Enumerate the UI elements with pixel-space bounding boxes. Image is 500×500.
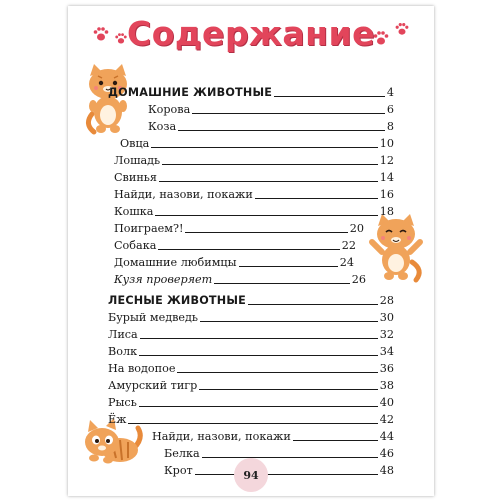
- toc-leader: [195, 474, 378, 475]
- toc-entry-label: Собака: [114, 239, 157, 252]
- toc-entry: [120, 137, 394, 151]
- toc-entry: [114, 239, 356, 253]
- cat-illustration: [368, 212, 426, 288]
- toc-leader: [274, 96, 385, 97]
- page-number-badge: 94: [234, 458, 268, 492]
- toc-leader: [159, 181, 378, 182]
- toc-entry: [114, 273, 366, 287]
- toc-page-number: 30: [379, 311, 394, 324]
- toc-leader: [239, 266, 338, 267]
- toc-entry: [108, 413, 394, 427]
- toc-leader: [248, 304, 378, 305]
- toc-leader: [214, 283, 350, 284]
- toc-page-number: 32: [379, 328, 394, 341]
- toc-leader: [178, 130, 385, 131]
- toc-leader: [185, 232, 347, 233]
- toc-entry: [108, 311, 394, 325]
- toc-page-number: 22: [341, 239, 356, 252]
- toc-entry-label: Бурый медведь: [108, 311, 198, 324]
- toc-page-number: 46: [379, 447, 394, 460]
- toc-entry: [108, 396, 394, 410]
- toc-leader: [293, 440, 378, 441]
- toc-entry: [114, 188, 394, 202]
- toc-leader: [199, 389, 377, 390]
- toc-page-number: 12: [379, 154, 394, 167]
- toc-entry: [108, 328, 394, 342]
- toc-entry-label: Лошадь: [114, 154, 161, 167]
- toc-entry-label: Коза: [148, 120, 177, 133]
- toc-entry-label: Кузя проверяет: [114, 273, 213, 286]
- toc-entry: [164, 447, 394, 461]
- toc-entry: [108, 345, 394, 359]
- toc-page-number: 24: [339, 256, 354, 269]
- toc-entry-label: Кошка: [114, 205, 154, 218]
- toc-entry-label: Белка: [164, 447, 200, 460]
- toc-section-title: ЛЕСНЫЕ ЖИВОТНЫЕ: [108, 294, 246, 307]
- toc-page-number: 10: [379, 137, 394, 150]
- toc-section: [108, 86, 394, 100]
- toc-page-number: 40: [379, 396, 394, 409]
- toc-entry-label: Лиса: [108, 328, 138, 341]
- toc-page-number: 26: [351, 273, 366, 286]
- toc-entry: [152, 430, 394, 444]
- toc-page-number: 16: [379, 188, 394, 201]
- toc-leader: [140, 338, 378, 339]
- toc-leader: [128, 423, 377, 424]
- toc-entry-label: Найди, назови, покажи: [152, 430, 291, 443]
- toc-leader: [255, 198, 378, 199]
- toc-entry-label: Ёж: [108, 413, 127, 426]
- contents-page: [68, 6, 434, 496]
- toc-entry-label: Поиграем?!: [114, 222, 184, 235]
- toc-page-number: 38: [379, 379, 394, 392]
- toc-entry-label: Домашние любимцы: [114, 256, 237, 269]
- toc-entry: [108, 379, 394, 393]
- toc-entry-label: Волк: [108, 345, 138, 358]
- toc-entry: [148, 120, 394, 134]
- page-title: Содержание: [127, 14, 375, 53]
- toc-entry-label: Корова: [148, 103, 191, 116]
- toc-entry-label: Рысь: [108, 396, 137, 409]
- toc-entry: [108, 362, 394, 376]
- toc-leader: [139, 355, 378, 356]
- toc-leader: [202, 457, 378, 458]
- toc-entry: [164, 464, 394, 478]
- toc-page-number: 48: [379, 464, 394, 477]
- toc-leader: [139, 406, 378, 407]
- toc-page-number: 14: [379, 171, 394, 184]
- toc-section: [108, 294, 394, 308]
- toc-leader: [177, 372, 377, 373]
- toc-page-number: 18: [379, 205, 394, 218]
- toc-page-number: 20: [349, 222, 364, 235]
- toc-page-number: 8: [386, 120, 394, 133]
- toc-section-title: ДОМАШНИЕ ЖИВОТНЫЕ: [108, 86, 273, 99]
- toc-leader: [151, 147, 377, 148]
- toc-entry-label: Свинья: [114, 171, 157, 184]
- toc-entry-label: Крот: [164, 464, 193, 477]
- toc-entry-label: На водопое: [108, 362, 176, 375]
- toc-entry: [114, 256, 354, 270]
- toc-page-number: 36: [379, 362, 394, 375]
- cat-illustration: [82, 62, 134, 142]
- toc-entry: [148, 103, 394, 117]
- toc-page-number: 28: [379, 294, 394, 307]
- toc-leader: [155, 215, 377, 216]
- toc-leader: [192, 113, 385, 114]
- toc-page-number: 6: [386, 103, 394, 116]
- toc-page-number: 42: [379, 413, 394, 426]
- toc-leader: [162, 164, 378, 165]
- toc-leader: [200, 321, 378, 322]
- toc-entry-label: Найди, назови, покажи: [114, 188, 253, 201]
- toc-page-number: 4: [386, 86, 394, 99]
- toc-entry: [114, 222, 364, 236]
- toc-page-number: 44: [379, 430, 394, 443]
- toc-entry-label: Овца: [120, 137, 150, 150]
- toc-page-number: 34: [379, 345, 394, 358]
- toc-entry: [114, 171, 394, 185]
- toc-entry-label: Амурский тигр: [108, 379, 198, 392]
- toc-entry: [114, 154, 394, 168]
- toc-leader: [158, 249, 339, 250]
- toc-entry: [114, 205, 394, 219]
